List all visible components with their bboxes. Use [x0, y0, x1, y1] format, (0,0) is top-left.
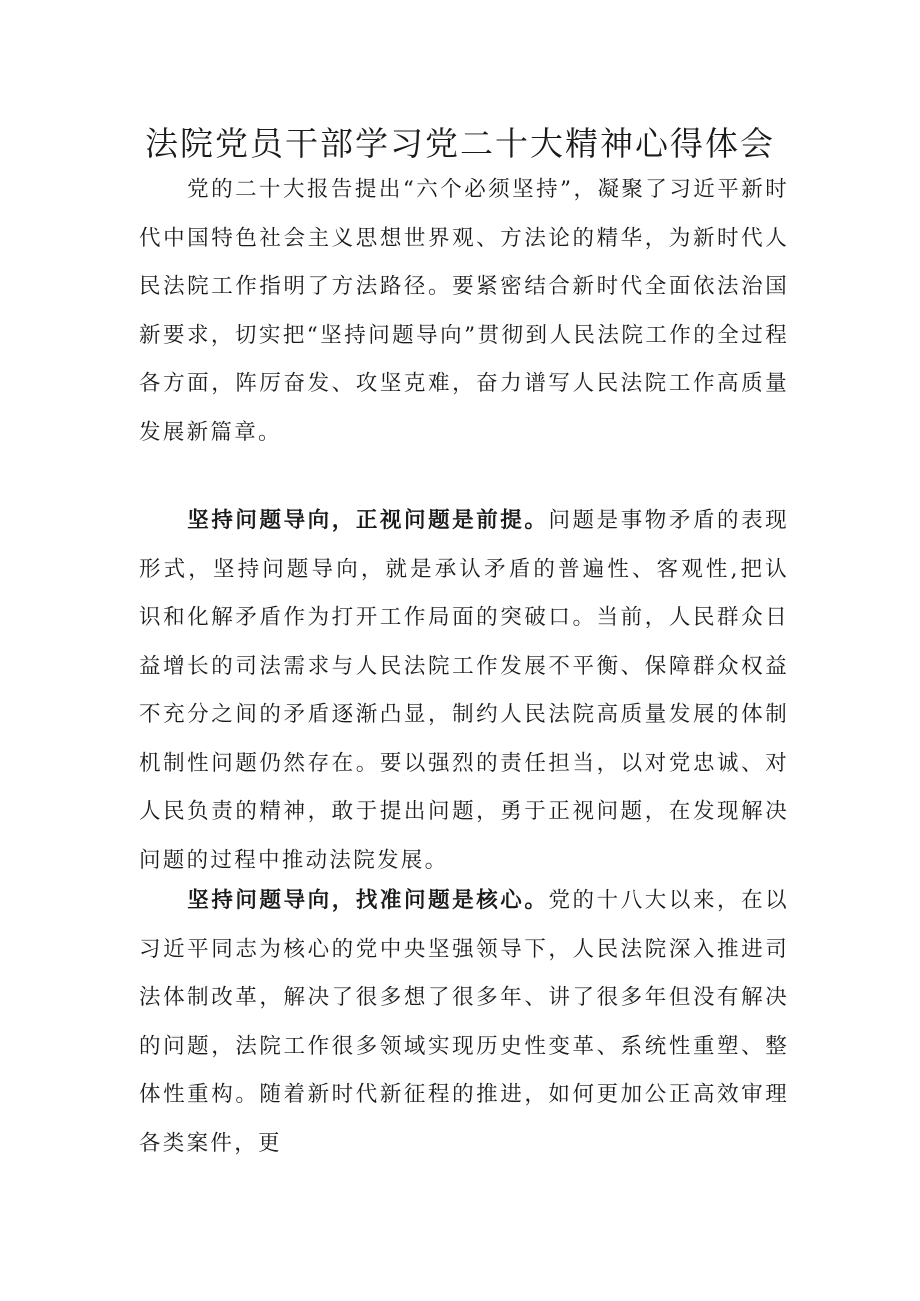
paragraph-1 [139, 166, 789, 457]
paragraph-2-lead: 坚持问题导向，正视问题是前提。 [187, 508, 549, 533]
paragraph-3-lead: 坚持问题导向，找准问题是核心。 [187, 888, 549, 913]
paragraph-3 [139, 877, 789, 1168]
paragraph-3-text: 党的十八大以来，在以习近平同志为核心的党中央坚强领导下，人民法院深入推进司法体制改革，解决了很多想了很多年、讲了很多年但没有解决的问题，法院工作很多领域实现历史性变革、系统性重塑、整体性重构。随着新时代新征程的推进，如何更加公正高效审理各类案件，更 [139, 888, 789, 1156]
paragraph-1-text: 党的二十大报告提出“六个必须坚持”，凝聚了习近平新时代中国特色社会主义思想世界观、方法论的精华，为新时代人民法院工作指明了方法路径。要紧密结合新时代全面依法治国新要求，切实把“坚持问题导向”贯彻到人民法院工作的全过程各方面，阵厉奋发、攻坚克难，奋力谱写人民法院工作高质量发展新篇章。 [139, 177, 789, 445]
paragraph-2-text: 问题是事物矛盾的表现形式，坚持问题导向，就是承认矛盾的普遍性、客观性,把认识和化解矛盾作为打开工作局面的突破口。当前，人民群众日益增长的司法需求与人民法院工作发展不平衡、保障群众权益不充分之间的矛盾逐渐凸显，制约人民法院高质量发展的体制机制性问题仍然存在。要以强烈的责任担当，以对党忠诚、对人民负责的精神，敢于提出问题，勇于正视问题，在发现解决问题的过程中推动法院发展。 [139, 508, 789, 873]
paragraph-2 [139, 497, 789, 885]
document-title: 法院党员干部学习党二十大精神心得体会 [145, 124, 775, 163]
